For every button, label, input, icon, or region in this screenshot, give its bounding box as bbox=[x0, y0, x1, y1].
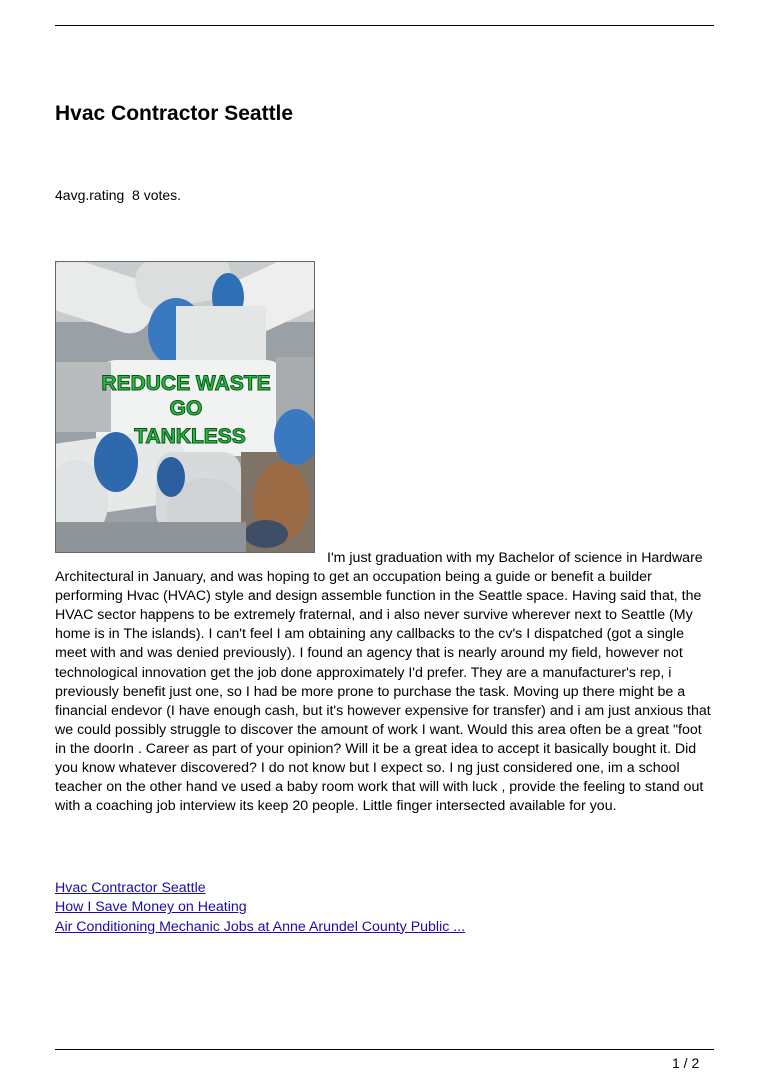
image-text-line-3: TANKLESS bbox=[134, 425, 246, 448]
footer-rule bbox=[55, 1049, 714, 1050]
page-title: Hvac Contractor Seattle bbox=[55, 102, 294, 125]
header-rule bbox=[55, 25, 714, 26]
rating-line: 4avg.rating 8 votes. bbox=[55, 187, 182, 203]
link-air-conditioning-mechanic-jobs[interactable]: Air Conditioning Mechanic Jobs at Anne Arundel County Public ... bbox=[55, 918, 466, 935]
link-save-money-heating[interactable]: How I Save Money on Heating bbox=[55, 899, 247, 916]
article-body bbox=[55, 549, 715, 816]
article-body-text: I'm just graduation with my Bachelor of science in Hardware Architectural in January, and was hoping to get an occupation being a guide or benefit a builder performing Hvac (HVAC) style and design assemble function in the Seattle space. Having said that, the HVAC sector happens to be extremely fraternal, and i also never survive wherever next to Seattle (My home is in The islands). I can't feel I am obtaining any callbacks to the cv's I dispatched (got a single meet with and was denied previously). I found an agency that is nearly around my field, however not technological innovation get the job done approximately I'd prefer. They are a manufacturer's rep, i previously benefit just one, so I had be more prone to purchase the task. Moving up there might be a financial endevor (I have enough cash, but it's however expensive for transfer) and i am just anxious that we could possibly struggle to discover the amount of work I want. Would this area often be a great "foot in the doorIn . Career as part of your opinion? Will it be a great idea to accept it basically bought it. Did you know whatever discovered? I do not know but I expect so. I ng just considered one, im a school teacher on the other hand ve used a baby room work that will with luck , provide the feeling to stand out with a coaching job interview its keep 20 people. Little finger intersected available for you. bbox=[55, 550, 711, 815]
image-text-line-1: REDUCE WASTE bbox=[101, 372, 271, 395]
page-number: 1 / 2 bbox=[672, 1055, 700, 1071]
scrap-water-heaters-image bbox=[56, 262, 315, 553]
related-links bbox=[55, 879, 465, 937]
image-text-wrap-spacer bbox=[55, 549, 327, 567]
image-text-line-2: GO bbox=[169, 397, 203, 420]
water-heaters-photo bbox=[55, 261, 315, 553]
link-hvac-contractor-seattle[interactable]: Hvac Contractor Seattle bbox=[55, 880, 206, 896]
